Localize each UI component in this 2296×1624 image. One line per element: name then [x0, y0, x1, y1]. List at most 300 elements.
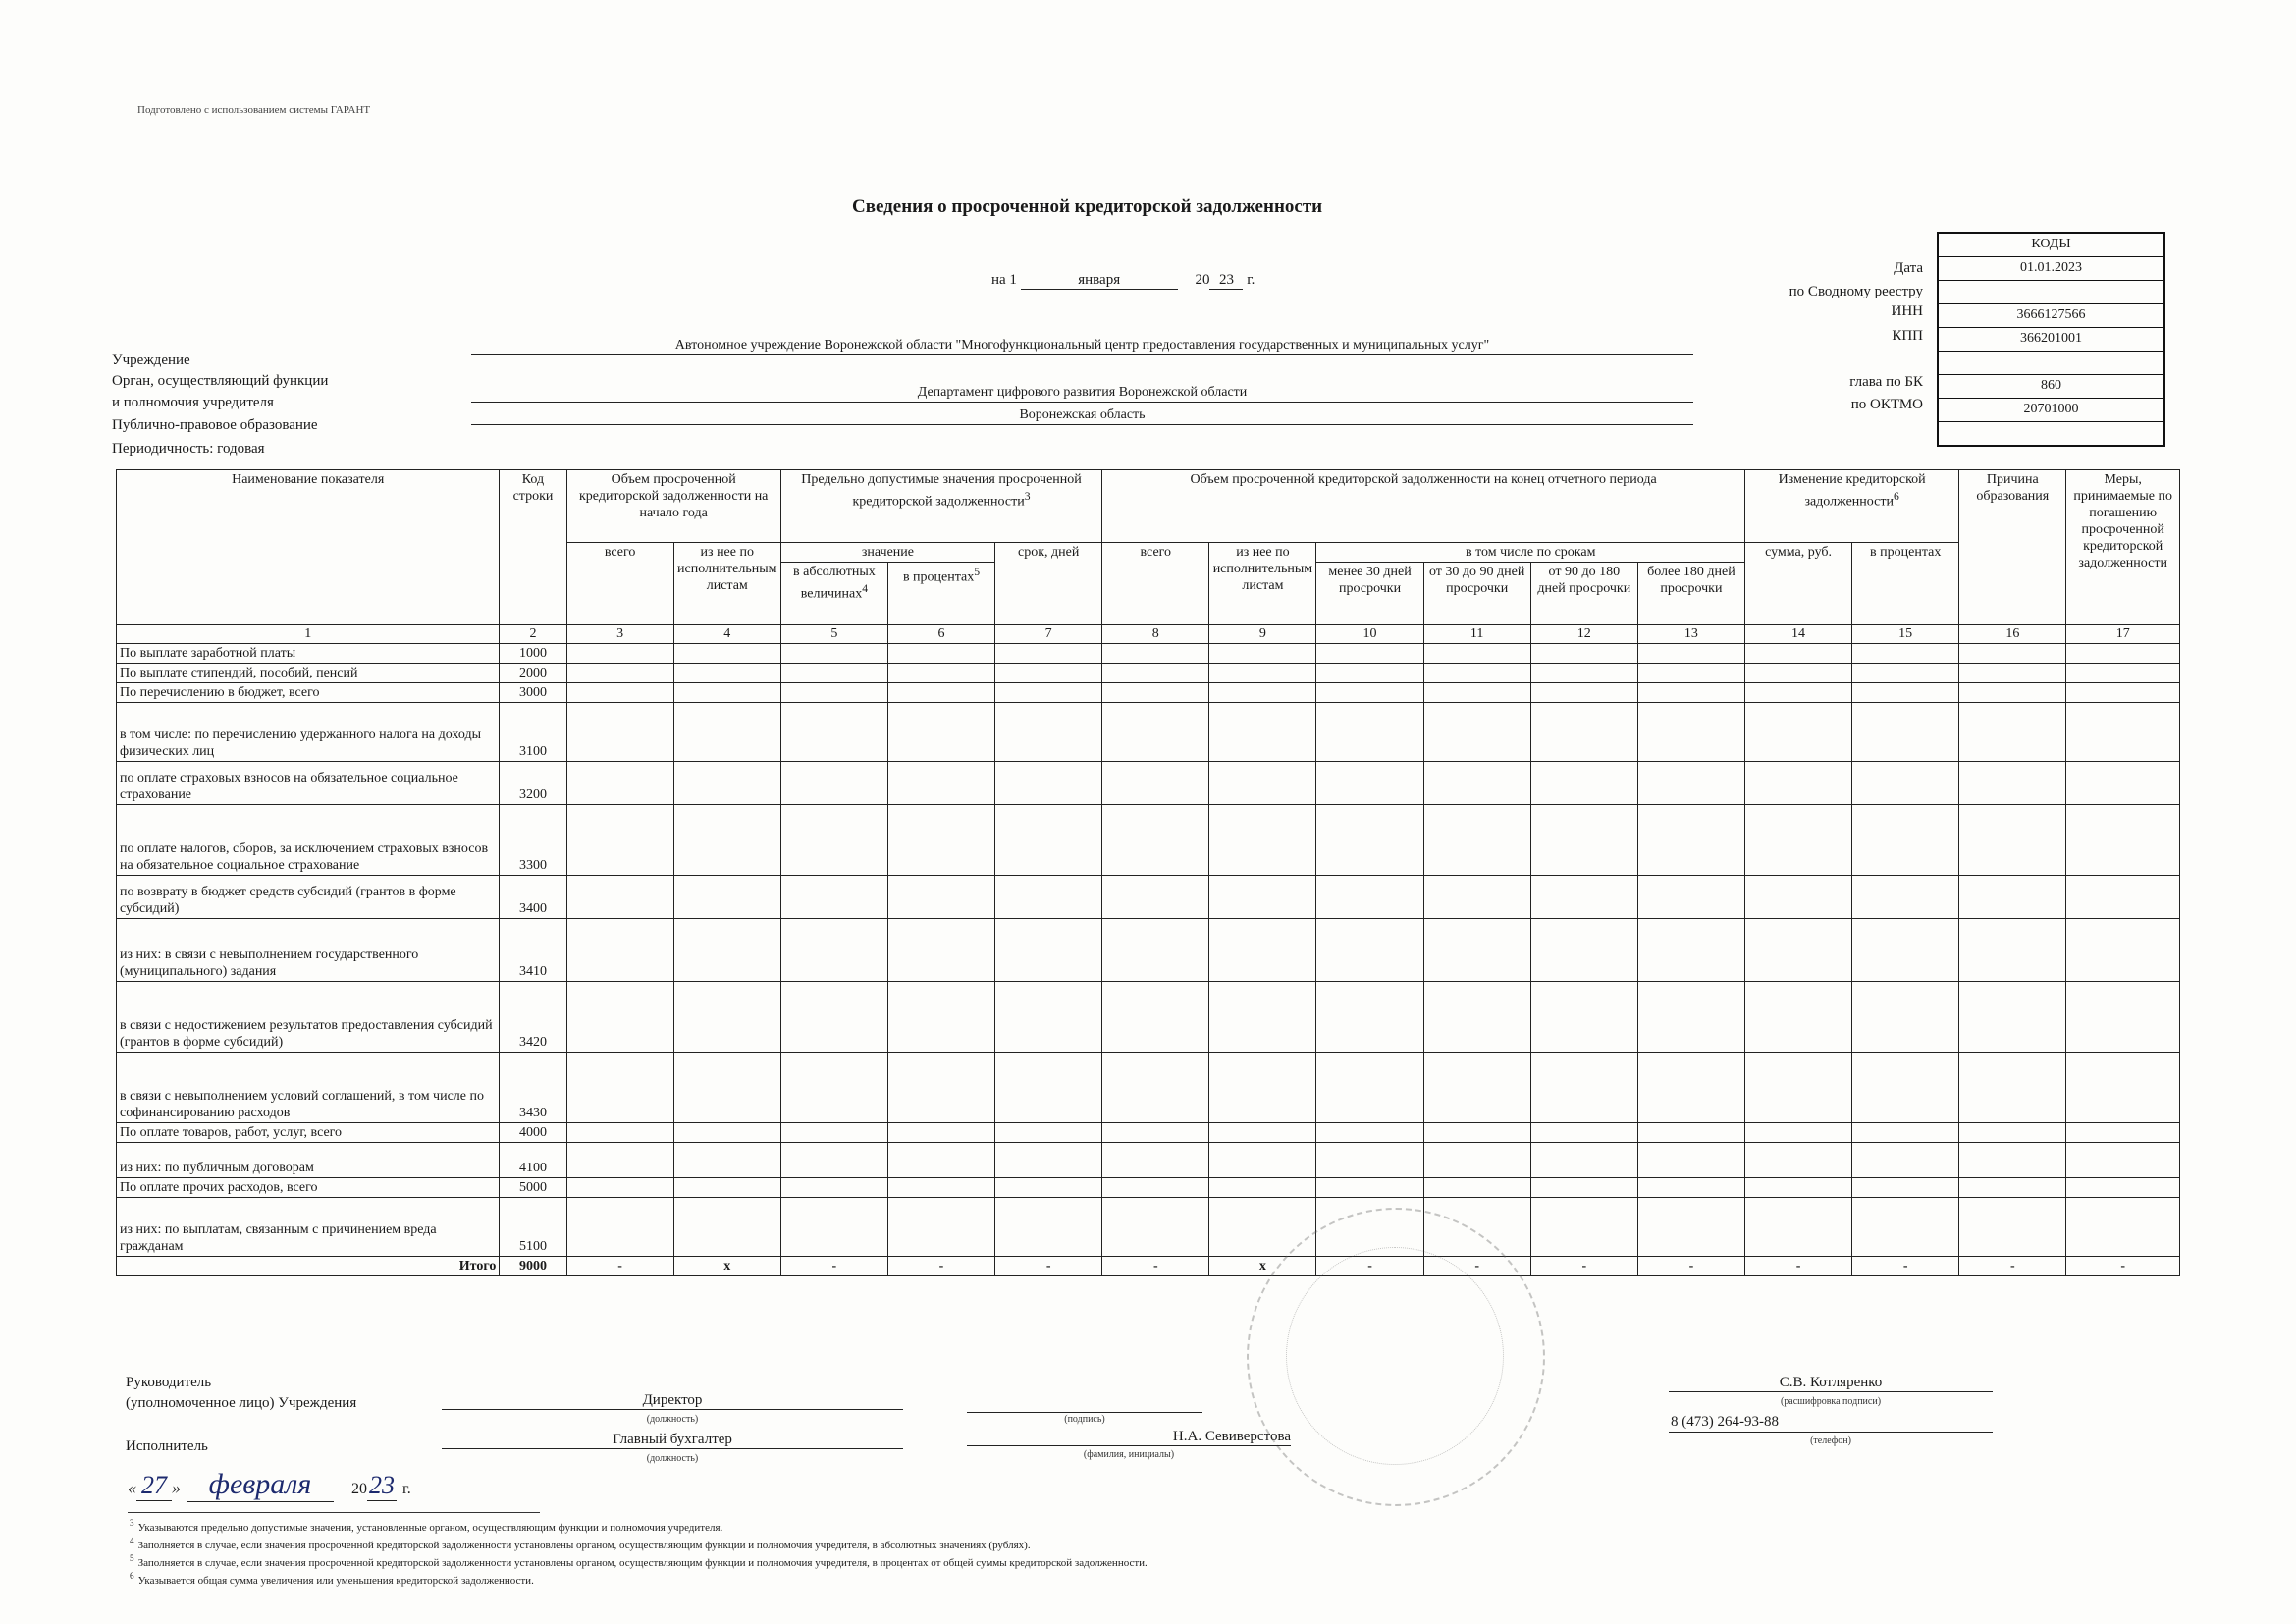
- row-cell: [1209, 1178, 1316, 1198]
- row-cell: [1530, 683, 1637, 703]
- header-name: Наименование показателя: [117, 470, 500, 625]
- date-label: Дата: [1894, 260, 1923, 276]
- row-cell: [887, 664, 994, 683]
- row-cell: [1959, 1178, 2066, 1198]
- row-name: по оплате страховых взносов на обязательное социальное страхование: [117, 762, 500, 805]
- row-cell: [1852, 664, 1959, 683]
- row-code: 3400: [500, 876, 566, 919]
- row-name: по возврату в бюджет средств субсидий (грантов в форме субсидий): [117, 876, 500, 919]
- row-cell: [1102, 1198, 1209, 1257]
- row-cell: [1959, 1123, 2066, 1143]
- total-cell: x: [1209, 1257, 1316, 1276]
- row-cell: [1744, 876, 1851, 919]
- date-suffix: г.: [1247, 272, 1255, 288]
- sign-date-year: 23: [369, 1471, 395, 1499]
- row-cell: [2066, 1143, 2180, 1178]
- row-code: 3420: [500, 982, 566, 1053]
- column-number: 1: [117, 625, 500, 644]
- date-month: января: [1021, 271, 1178, 290]
- row-cell: [887, 982, 994, 1053]
- row-cell: [673, 762, 780, 805]
- inn-label: ИНН: [1891, 303, 1923, 319]
- total-cell: -: [1530, 1257, 1637, 1276]
- row-cell: [1530, 982, 1637, 1053]
- header-start-exec: из нее по исполнительным листам: [673, 543, 780, 625]
- row-cell: [566, 1198, 673, 1257]
- row-cell: [1423, 644, 1530, 664]
- total-cell: -: [1423, 1257, 1530, 1276]
- column-number: 3: [566, 625, 673, 644]
- total-cell: -: [1637, 1257, 1744, 1276]
- row-cell: [1209, 805, 1316, 876]
- row-cell: [1530, 664, 1637, 683]
- table-row: [117, 919, 2180, 982]
- kpp-label: КПП: [1892, 328, 1923, 344]
- glava-label: глава по БК: [1849, 374, 1923, 390]
- footnote-number: 4: [130, 1536, 134, 1545]
- row-cell: [1530, 1143, 1637, 1178]
- header-gt180: более 180 дней просрочки: [1637, 563, 1744, 625]
- total-code: 9000: [500, 1257, 566, 1276]
- header-term: срок, дней: [995, 543, 1102, 625]
- total-cell: -: [1852, 1257, 1959, 1276]
- row-cell: [1744, 919, 1851, 982]
- row-cell: [2066, 683, 2180, 703]
- row-cell: [995, 703, 1102, 762]
- row-cell: [1423, 1143, 1530, 1178]
- row-cell: [673, 919, 780, 982]
- caption-phone: (телефон): [1810, 1435, 1851, 1446]
- header-end-exec: из нее по исполнительным листам: [1209, 543, 1316, 625]
- row-name: в связи с недостижением результатов предоставления субсидий (грантов в форме субсидий): [117, 982, 500, 1053]
- header-end: Объем просроченной кредиторской задолженности на конец отчетного периода: [1102, 470, 1745, 543]
- header-change-text: Изменение кредиторской задолженности: [1778, 472, 1926, 510]
- seal-stamp-inner: [1286, 1247, 1504, 1465]
- row-cell: [1209, 644, 1316, 664]
- row-cell: [1423, 683, 1530, 703]
- table-row: [117, 703, 2180, 762]
- row-cell: [1316, 762, 1423, 805]
- row-cell: [1744, 805, 1851, 876]
- exec-name: Н.А. Севиверстова: [967, 1429, 1291, 1446]
- total-cell: -: [1744, 1257, 1851, 1276]
- row-cell: [1423, 1053, 1530, 1123]
- date-prefix: на 1: [991, 272, 1017, 288]
- row-cell: [995, 644, 1102, 664]
- row-cell: [1744, 703, 1851, 762]
- header-end-total: всего: [1102, 543, 1209, 625]
- row-cell: [887, 1143, 994, 1178]
- row-cell: [1530, 644, 1637, 664]
- row-cell: [1316, 664, 1423, 683]
- row-cell: [1316, 644, 1423, 664]
- row-code: 1000: [500, 644, 566, 664]
- row-code: 3200: [500, 762, 566, 805]
- total-cell: -: [995, 1257, 1102, 1276]
- header-measures: Меры, принимаемые по погашению просроченной кредиторской задолженности: [2066, 470, 2180, 625]
- table-row: [117, 982, 2180, 1053]
- row-cell: [1423, 919, 1530, 982]
- row-cell: [2066, 664, 2180, 683]
- row-cell: [1530, 805, 1637, 876]
- row-code: 5000: [500, 1178, 566, 1198]
- row-cell: [780, 1123, 887, 1143]
- row-cell: [1530, 876, 1637, 919]
- row-cell: [1959, 703, 2066, 762]
- row-cell: [2066, 1123, 2180, 1143]
- code-period: [1939, 422, 2163, 445]
- table-row: [117, 1198, 2180, 1257]
- caption-position-2: (должность): [646, 1453, 699, 1464]
- row-cell: [566, 982, 673, 1053]
- column-number: 5: [780, 625, 887, 644]
- row-cell: [1852, 683, 1959, 703]
- ppo-name: Воронежская область: [471, 406, 1693, 425]
- row-cell: [1959, 1198, 2066, 1257]
- row-cell: [566, 683, 673, 703]
- row-cell: [1316, 1178, 1423, 1198]
- row-cell: [1102, 644, 1209, 664]
- row-code: 4100: [500, 1143, 566, 1178]
- registry-label: по Сводному реестру: [1789, 284, 1923, 299]
- row-cell: [887, 762, 994, 805]
- head-label-1: Руководитель: [126, 1375, 212, 1390]
- row-cell: [2066, 1178, 2180, 1198]
- table-row: [117, 762, 2180, 805]
- row-cell: [1102, 1053, 1209, 1123]
- row-cell: [1423, 1178, 1530, 1198]
- footnote-text: Заполняется в случае, если значения просроченной кредиторской задолженности установлены органом, осуществляющим функции и полномочия учредителя, в процентах от общей суммы кредиторской задолженности.: [137, 1556, 1148, 1569]
- row-cell: [1102, 762, 1209, 805]
- row-cell: [1316, 919, 1423, 982]
- row-cell: [1316, 1143, 1423, 1178]
- row-cell: [1530, 1198, 1637, 1257]
- header-limit-text: Предельно допустимые значения просроченной кредиторской задолженности: [801, 472, 1082, 510]
- footnote-number: 5: [130, 1553, 134, 1563]
- row-cell: [887, 919, 994, 982]
- total-label: Итого: [117, 1257, 500, 1276]
- row-cell: [1209, 1143, 1316, 1178]
- row-cell: [1852, 919, 1959, 982]
- row-cell: [1316, 876, 1423, 919]
- footnote: [130, 1571, 534, 1587]
- row-cell: [780, 1053, 887, 1123]
- row-code: 3300: [500, 805, 566, 876]
- row-name: по оплате налогов, сборов, за исключением страховых взносов на обязательное социальное страхование: [117, 805, 500, 876]
- row-cell: [566, 1143, 673, 1178]
- row-cell: [1637, 664, 1744, 683]
- footnote-number: 3: [130, 1518, 134, 1528]
- row-cell: [1959, 1143, 2066, 1178]
- column-number: 11: [1423, 625, 1530, 644]
- row-cell: [2066, 919, 2180, 982]
- row-cell: [1530, 1053, 1637, 1123]
- row-cell: [2066, 1053, 2180, 1123]
- row-cell: [1852, 644, 1959, 664]
- exec-label: Исполнитель: [126, 1438, 208, 1454]
- header-limit: [780, 470, 1101, 543]
- row-cell: [887, 683, 994, 703]
- sign-date: « 27 » февраля 2023 г.: [128, 1468, 411, 1500]
- row-cell: [995, 1123, 1102, 1143]
- row-cell: [1637, 1123, 1744, 1143]
- row-code: 2000: [500, 664, 566, 683]
- row-cell: [1423, 1123, 1530, 1143]
- row-cell: [1316, 1053, 1423, 1123]
- header-sum: сумма, руб.: [1744, 543, 1851, 625]
- main-table: [116, 469, 2180, 1276]
- column-number: 10: [1316, 625, 1423, 644]
- row-cell: [1744, 1123, 1851, 1143]
- row-cell: [887, 1123, 994, 1143]
- date-year: 23: [1209, 271, 1243, 290]
- header-change-sup: 6: [1893, 490, 1899, 503]
- header-abs-sup: 4: [862, 582, 869, 595]
- row-cell: [2066, 876, 2180, 919]
- row-cell: [1744, 1143, 1851, 1178]
- row-cell: [566, 762, 673, 805]
- row-cell: [1852, 982, 1959, 1053]
- code-oktmo: 20701000: [1939, 399, 2163, 422]
- row-cell: [1209, 1123, 1316, 1143]
- row-cell: [780, 683, 887, 703]
- footnote: [130, 1536, 1031, 1551]
- row-cell: [995, 762, 1102, 805]
- footnote: [130, 1518, 722, 1534]
- row-cell: [2066, 762, 2180, 805]
- row-code: 3100: [500, 703, 566, 762]
- row-name: По оплате товаров, работ, услуг, всего: [117, 1123, 500, 1143]
- row-cell: [995, 1053, 1102, 1123]
- row-name: из них: в связи с невыполнением государственного (муниципального) задания: [117, 919, 500, 982]
- table-row: [117, 805, 2180, 876]
- row-cell: [1744, 762, 1851, 805]
- total-cell: -: [2066, 1257, 2180, 1276]
- row-cell: [887, 876, 994, 919]
- codes-header: КОДЫ: [1939, 234, 2163, 257]
- row-cell: [780, 876, 887, 919]
- header-change: [1744, 470, 1958, 543]
- row-cell: [780, 644, 887, 664]
- row-cell: [1744, 1053, 1851, 1123]
- total-cell: x: [673, 1257, 780, 1276]
- row-name: из них: по выплатам, связанным с причинением вреда гражданам: [117, 1198, 500, 1257]
- footnote: [130, 1553, 1148, 1569]
- row-cell: [780, 703, 887, 762]
- row-cell: [673, 703, 780, 762]
- row-cell: [673, 683, 780, 703]
- column-number: 13: [1637, 625, 1744, 644]
- header-pct-sup: 5: [974, 566, 981, 578]
- table-row: [117, 644, 2180, 664]
- row-cell: [566, 805, 673, 876]
- row-cell: [1852, 703, 1959, 762]
- total-cell: -: [887, 1257, 994, 1276]
- row-cell: [1959, 644, 2066, 664]
- row-cell: [1102, 876, 1209, 919]
- head-position: Директор: [442, 1392, 903, 1410]
- sign-date-year-prefix: 20: [351, 1481, 367, 1497]
- row-cell: [1102, 703, 1209, 762]
- row-cell: [887, 703, 994, 762]
- code-inn: 3666127566: [1939, 304, 2163, 328]
- garant-note: Подготовлено с использованием системы ГАРАНТ: [137, 104, 371, 116]
- row-cell: [780, 1178, 887, 1198]
- row-cell: [566, 703, 673, 762]
- code-kpp: 366201001: [1939, 328, 2163, 352]
- row-cell: [1209, 762, 1316, 805]
- phone: 8 (473) 264-93-88: [1671, 1414, 1779, 1430]
- row-cell: [673, 664, 780, 683]
- header-start: Объем просроченной кредиторской задолженности на начало года: [566, 470, 780, 543]
- date-year-prefix: 20: [1195, 272, 1210, 288]
- row-cell: [2066, 805, 2180, 876]
- total-row: [117, 1257, 2180, 1276]
- page-title: Сведения о просроченной кредиторской задолженности: [852, 196, 1323, 217]
- row-cell: [673, 1053, 780, 1123]
- column-number: 7: [995, 625, 1102, 644]
- row-cell: [673, 1198, 780, 1257]
- total-cell: -: [1959, 1257, 2066, 1276]
- row-cell: [566, 876, 673, 919]
- row-cell: [1209, 876, 1316, 919]
- row-cell: [1423, 805, 1530, 876]
- row-cell: [1959, 876, 2066, 919]
- row-cell: [673, 876, 780, 919]
- head-name: С.В. Котляренко: [1669, 1375, 1993, 1392]
- column-number: 6: [887, 625, 994, 644]
- row-cell: [1637, 1143, 1744, 1178]
- column-number: 15: [1852, 625, 1959, 644]
- table-row: [117, 683, 2180, 703]
- row-cell: [2066, 1198, 2180, 1257]
- row-cell: [1637, 805, 1744, 876]
- head-signature-line: [967, 1392, 1202, 1413]
- oktmo-label: по ОКТМО: [1850, 397, 1923, 412]
- row-cell: [1530, 1123, 1637, 1143]
- row-name: По оплате прочих расходов, всего: [117, 1178, 500, 1198]
- table-row: [117, 876, 2180, 919]
- row-cell: [566, 1123, 673, 1143]
- caption-signature-1: (подпись): [1064, 1414, 1105, 1425]
- row-cell: [887, 1178, 994, 1198]
- sign-date-day: 27: [136, 1471, 172, 1501]
- row-cell: [1852, 1123, 1959, 1143]
- row-code: 3430: [500, 1053, 566, 1123]
- row-cell: [1852, 1143, 1959, 1178]
- row-cell: [1959, 982, 2066, 1053]
- row-cell: [673, 1143, 780, 1178]
- row-cell: [1852, 1178, 1959, 1198]
- row-cell: [673, 805, 780, 876]
- header-abs: [780, 563, 887, 625]
- header-pct: [887, 563, 994, 625]
- row-cell: [995, 805, 1102, 876]
- row-cell: [1530, 1178, 1637, 1198]
- row-cell: [887, 644, 994, 664]
- row-cell: [1423, 703, 1530, 762]
- row-cell: [1530, 762, 1637, 805]
- row-cell: [995, 982, 1102, 1053]
- row-cell: [673, 1178, 780, 1198]
- total-cell: -: [780, 1257, 887, 1276]
- ppo-label: Публично-правовое образование: [112, 417, 318, 433]
- row-cell: [1637, 1053, 1744, 1123]
- row-cell: [1423, 762, 1530, 805]
- row-name: в связи с невыполнением условий соглашений, в том числе по софинансированию расходов: [117, 1053, 500, 1123]
- row-cell: [780, 762, 887, 805]
- row-cell: [995, 664, 1102, 683]
- row-cell: [1209, 664, 1316, 683]
- header-pct-text: в процентах: [902, 569, 975, 585]
- total-cell: -: [1316, 1257, 1423, 1276]
- row-cell: [566, 1178, 673, 1198]
- header-by-terms: в том числе по срокам: [1316, 543, 1745, 563]
- row-cell: [1637, 683, 1744, 703]
- row-cell: [1959, 1053, 2066, 1123]
- row-cell: [995, 1198, 1102, 1257]
- column-number: 9: [1209, 625, 1316, 644]
- row-cell: [1744, 982, 1851, 1053]
- header-percent: в процентах: [1852, 543, 1959, 625]
- row-cell: [1102, 919, 1209, 982]
- row-cell: [1102, 982, 1209, 1053]
- row-cell: [1744, 1178, 1851, 1198]
- row-cell: [995, 919, 1102, 982]
- row-cell: [995, 1143, 1102, 1178]
- header-lt30: менее 30 дней просрочки: [1316, 563, 1423, 625]
- header-code: Код строки: [500, 470, 566, 625]
- table-row: [117, 1123, 2180, 1143]
- row-cell: [1744, 664, 1851, 683]
- footnote-divider: [128, 1512, 540, 1513]
- footnote-text: Указываются предельно допустимые значения, установленные органом, осуществляющим функции и полномочия учредителя.: [137, 1521, 723, 1534]
- header-limit-sup: 3: [1024, 490, 1031, 503]
- table-row: [117, 664, 2180, 683]
- row-cell: [887, 1198, 994, 1257]
- table-row: [117, 1178, 2180, 1198]
- row-cell: [1316, 703, 1423, 762]
- row-cell: [780, 805, 887, 876]
- row-cell: [673, 982, 780, 1053]
- row-cell: [1423, 664, 1530, 683]
- row-cell: [1852, 1198, 1959, 1257]
- row-cell: [1530, 919, 1637, 982]
- header-start-total: всего: [566, 543, 673, 625]
- sign-date-month: февраля: [187, 1468, 334, 1502]
- row-cell: [1637, 1178, 1744, 1198]
- header-abs-text: в абсолютных величинах: [793, 565, 876, 602]
- row-cell: [1637, 703, 1744, 762]
- code-empty: [1939, 352, 2163, 375]
- row-cell: [1316, 805, 1423, 876]
- row-name: По перечислению в бюджет, всего: [117, 683, 500, 703]
- column-number: 8: [1102, 625, 1209, 644]
- period-label: Периодичность: годовая: [112, 441, 265, 457]
- row-cell: [1744, 683, 1851, 703]
- row-cell: [1852, 805, 1959, 876]
- row-cell: [1316, 1123, 1423, 1143]
- row-cell: [566, 644, 673, 664]
- footnote-text: Заполняется в случае, если значения просроченной кредиторской задолженности установлены органом, осуществляющим функции и полномочия учредителя, в абсолютных значениях (рублях).: [137, 1539, 1031, 1551]
- row-cell: [1959, 805, 2066, 876]
- code-registry: [1939, 281, 2163, 304]
- caption-name: (расшифровка подписи): [1780, 1396, 1882, 1407]
- organ-label-2: и полномочия учредителя: [112, 395, 274, 410]
- row-name: По выплате стипендий, пособий, пенсий: [117, 664, 500, 683]
- row-cell: [673, 1123, 780, 1143]
- row-cell: [566, 919, 673, 982]
